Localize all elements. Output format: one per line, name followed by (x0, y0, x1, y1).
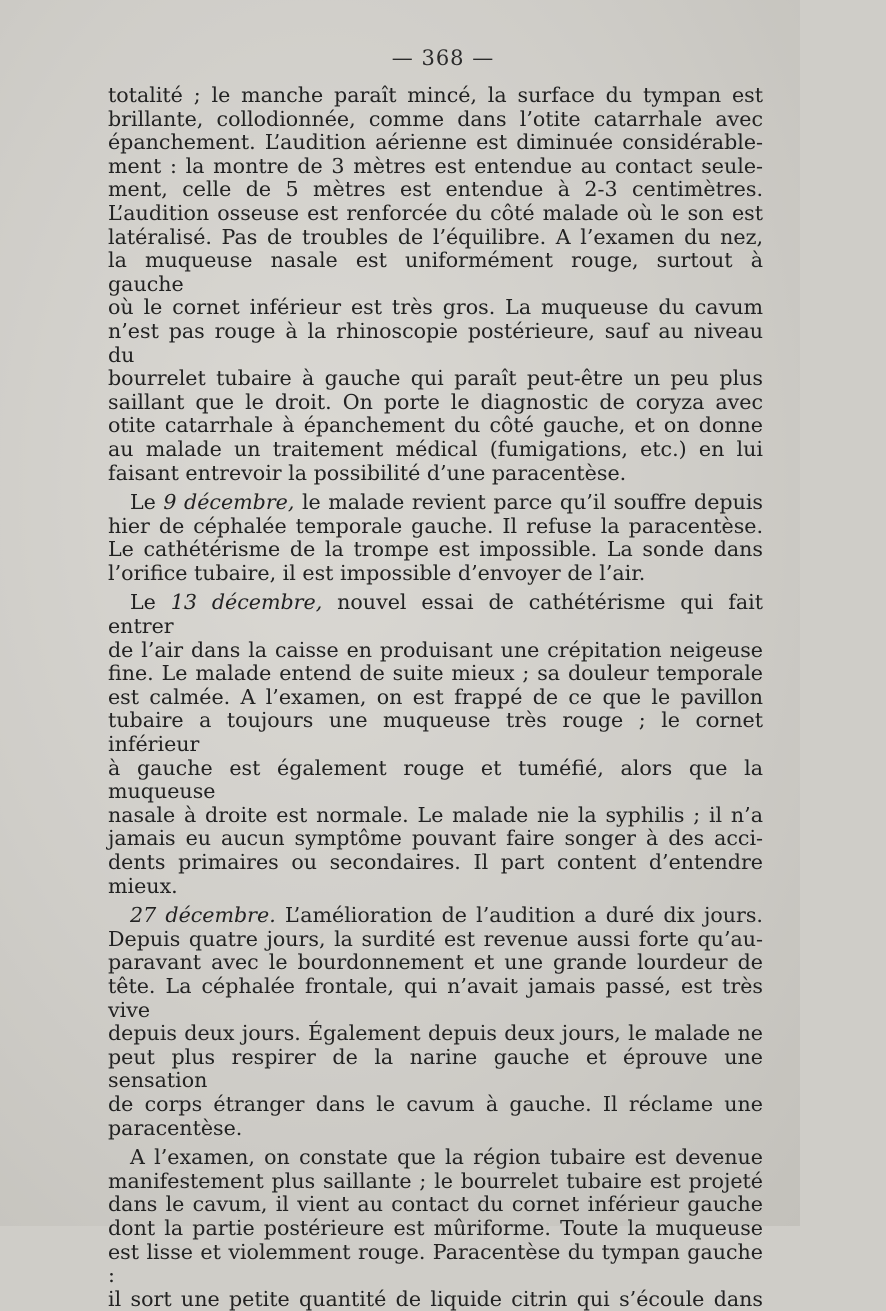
text-line: de l’air dans la caisse en produisant une crépitation neigeuse (108, 637, 763, 662)
line-lead: Le (130, 590, 171, 615)
line-rest: le malade revient parce qu’il souffre depuis (294, 490, 763, 515)
date-label: 27 décembre. (130, 903, 276, 928)
text-line: brillante, collodionnée, comme dans l’otite catarrhale avec (108, 106, 763, 131)
text-line: tête. La céphalée frontale, qui n’avait jamais passé, est très vive (108, 973, 763, 1022)
text-line: la muqueuse nasale est uniformément rouge, surtout à gauche (108, 248, 763, 296)
text-line: otite catarrhale à épanchement du côté gauche, et on donne (108, 413, 763, 438)
text-line: jamais eu aucun symptôme pouvant faire songer à des acci- (108, 826, 763, 851)
paragraph-1 (108, 84, 763, 485)
text-line: dents primaires ou secondaires. Il part content d’entendre (108, 850, 763, 874)
text-line: peut plus respirer de la narine gauche et éprouve une sensation (108, 1044, 763, 1093)
text-line: l’orifice tubaire, il est impossible d’envoyer de l’air. (108, 560, 646, 585)
date-label: 9 décembre, (163, 490, 295, 515)
line-rest: L’amélioration de l’audition a duré dix jours. (275, 903, 763, 928)
text-line: latéralisé. Pas de troubles de l’équilibre. A l’examen du nez, (108, 224, 763, 249)
text-line (108, 591, 763, 638)
text-line: où le cornet inférieur est très gros. La muqueuse du cavum (108, 295, 763, 320)
text-line (108, 904, 763, 928)
paragraph-3 (108, 591, 763, 898)
text-line: saillant que le droit. On porte le diagnostic de coryza avec (108, 389, 763, 414)
text-line (108, 491, 763, 515)
text-line: paravant avec le bourdonnement et une grande lourdeur de (108, 950, 763, 975)
text-line: épanchement. L’audition aérienne est diminuée considérable- (108, 130, 763, 155)
date-label: 13 décembre, (170, 590, 323, 615)
text-line: nasale à droite est normale. Le malade nie la syphilis ; il n’a (108, 802, 763, 827)
text-line: tubaire a toujours une muqueuse très rouge ; le cornet inférieur (108, 708, 763, 757)
text-line: mieux. (108, 873, 178, 898)
page-number: — 368 — (391, 46, 495, 70)
text-line: hier de céphalée temporale gauche. Il refuse la paracentèse. (108, 513, 763, 538)
text-line: bourrelet tubaire à gauche qui paraît peut-être un peu plus (108, 366, 763, 391)
paragraph-5 (108, 1146, 763, 1311)
text-line: dans le cavum, il vient au contact du cornet inférieur gauche (108, 1192, 763, 1217)
text-line: Le cathétérisme de la trompe est impossible. La sonde dans (108, 537, 763, 562)
text-line: L’audition osseuse est renforcée du côté malade où le son est (108, 200, 763, 225)
line-rest: nouvel essai de cathétérisme qui fait entrer (108, 590, 763, 639)
text-line: de corps étranger dans le cavum à gauche. Il réclame une (108, 1091, 763, 1116)
text-line: il sort une petite quantité de liquide citrin qui s’écoule dans (108, 1286, 763, 1311)
text-line: est lisse et violemment rouge. Paracentèse du tympan gauche : (108, 1239, 763, 1288)
text-line: depuis deux jours. Également depuis deux jours, le malade ne (108, 1021, 763, 1046)
text-line: A l’examen, on constate que la région tubaire est devenue (130, 1145, 763, 1170)
text-line: à gauche est également rouge et tuméfié, alors que la muqueuse (108, 755, 763, 804)
text-line: dont la partie postérieure est mûriforme. Toute la muqueuse (108, 1215, 763, 1240)
body-text (108, 84, 763, 1311)
text-line: est calmée. A l’examen, on est frappé de ce que le pavillon (108, 684, 763, 709)
text-line: n’est pas rouge à la rhinoscopie postérieure, sauf au niveau du (108, 318, 763, 367)
paragraph-4 (108, 904, 763, 1140)
text-line: faisant entrevoir la possibilité d’une paracentèse. (108, 460, 627, 485)
text-line: Depuis quatre jours, la surdité est revenue aussi forte qu’au- (108, 926, 763, 951)
text-line: manifestement plus saillante ; le bourrelet tubaire est projeté (108, 1168, 763, 1193)
text-line: paracentèse. (108, 1115, 243, 1140)
text-line: ment, celle de 5 mètres est entendue à 2-3 centimètres. (108, 177, 763, 202)
text-line: totalité ; le manche paraît mincé, la surface du tympan est (108, 83, 763, 107)
text-line: ment : la montre de 3 mètres est entendue au contact seule- (108, 153, 763, 178)
text-line: fine. Le malade entend de suite mieux ; sa douleur temporale (108, 661, 763, 686)
text-line: au malade un traitement médical (fumigations, etc.) en lui (108, 436, 763, 461)
paragraph-2 (108, 491, 763, 585)
line-lead: Le (130, 490, 164, 515)
